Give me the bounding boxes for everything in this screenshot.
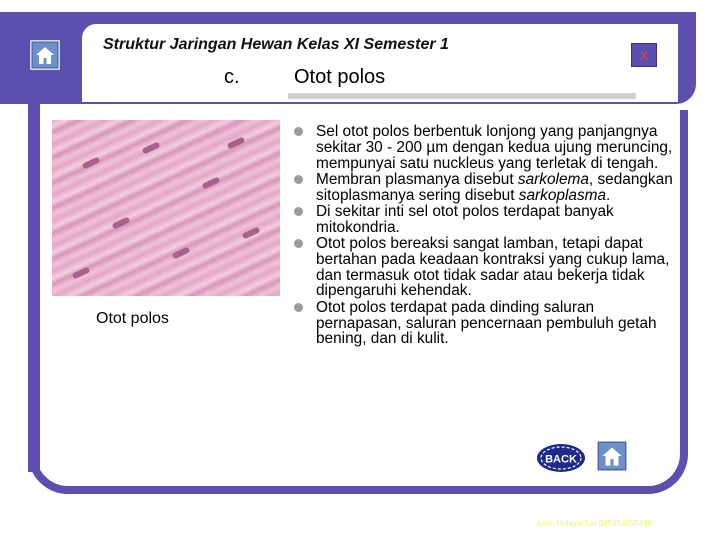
close-icon: X xyxy=(639,49,648,63)
bullet-text: Di sekitar inti sel otot polos terdapat banyak mitokondria. xyxy=(316,202,614,236)
bullet-icon xyxy=(294,127,303,136)
home-icon[interactable] xyxy=(596,440,628,472)
title-underline xyxy=(288,93,636,99)
bullet-text: sarkoplasma xyxy=(518,186,607,204)
bullet-text: Sel otot polos berbentuk lonjong yang panjangnya sekitar 30 - 200 µm dengan kedua ujung meruncing, mempunyai satu nuckleus yang terletak di tengah. xyxy=(316,123,673,172)
back-label: BACK xyxy=(545,453,577,466)
bullet-text: . xyxy=(606,186,611,204)
bullet-text: Otot polos terdapat pada dinding saluran pernapasan, saluran pencernaan pembuluh getah bening, dan di kulit. xyxy=(316,298,657,348)
bullet-text: Otot polos bereaksi sangat lamban, tetapi dapat bertahan pada keadaan kontraksi yang cukup lama, dan termasuk otot tidak sadar atau bekerja tidak dipengaruhi kehendak. xyxy=(316,235,670,300)
bullet-icon xyxy=(294,239,303,248)
list-item xyxy=(294,204,674,236)
bullet-icon xyxy=(294,207,303,216)
bullet-list xyxy=(294,124,674,348)
header-frame xyxy=(0,12,696,104)
bullet-text: Membran plasmanya disebut xyxy=(316,170,518,188)
bullet-text: , sedangkan sitoplasmanya sering disebut xyxy=(316,170,673,204)
close-button[interactable] xyxy=(631,43,657,67)
smooth-muscle-photo xyxy=(52,120,280,296)
list-item xyxy=(294,124,674,171)
photo-caption: Otot polos xyxy=(96,310,169,327)
back-button[interactable] xyxy=(536,443,586,473)
list-item xyxy=(294,172,674,204)
section-letter: c. xyxy=(224,66,240,88)
page-title: Struktur Jaringan Hewan Kelas XI Semester 1 xyxy=(103,36,449,53)
footer-credit: Amin Hidayat.bio 085654855488 xyxy=(536,519,653,528)
bullet-icon xyxy=(294,175,303,184)
list-item xyxy=(294,236,674,299)
home-icon[interactable] xyxy=(30,40,60,70)
bullet-text: sarkolema xyxy=(517,170,589,188)
section-title: Otot polos xyxy=(294,66,386,88)
bullet-icon xyxy=(294,303,303,312)
list-item xyxy=(294,300,674,347)
frame-bottom-curve xyxy=(28,400,688,494)
frame-right-bar xyxy=(680,110,688,440)
